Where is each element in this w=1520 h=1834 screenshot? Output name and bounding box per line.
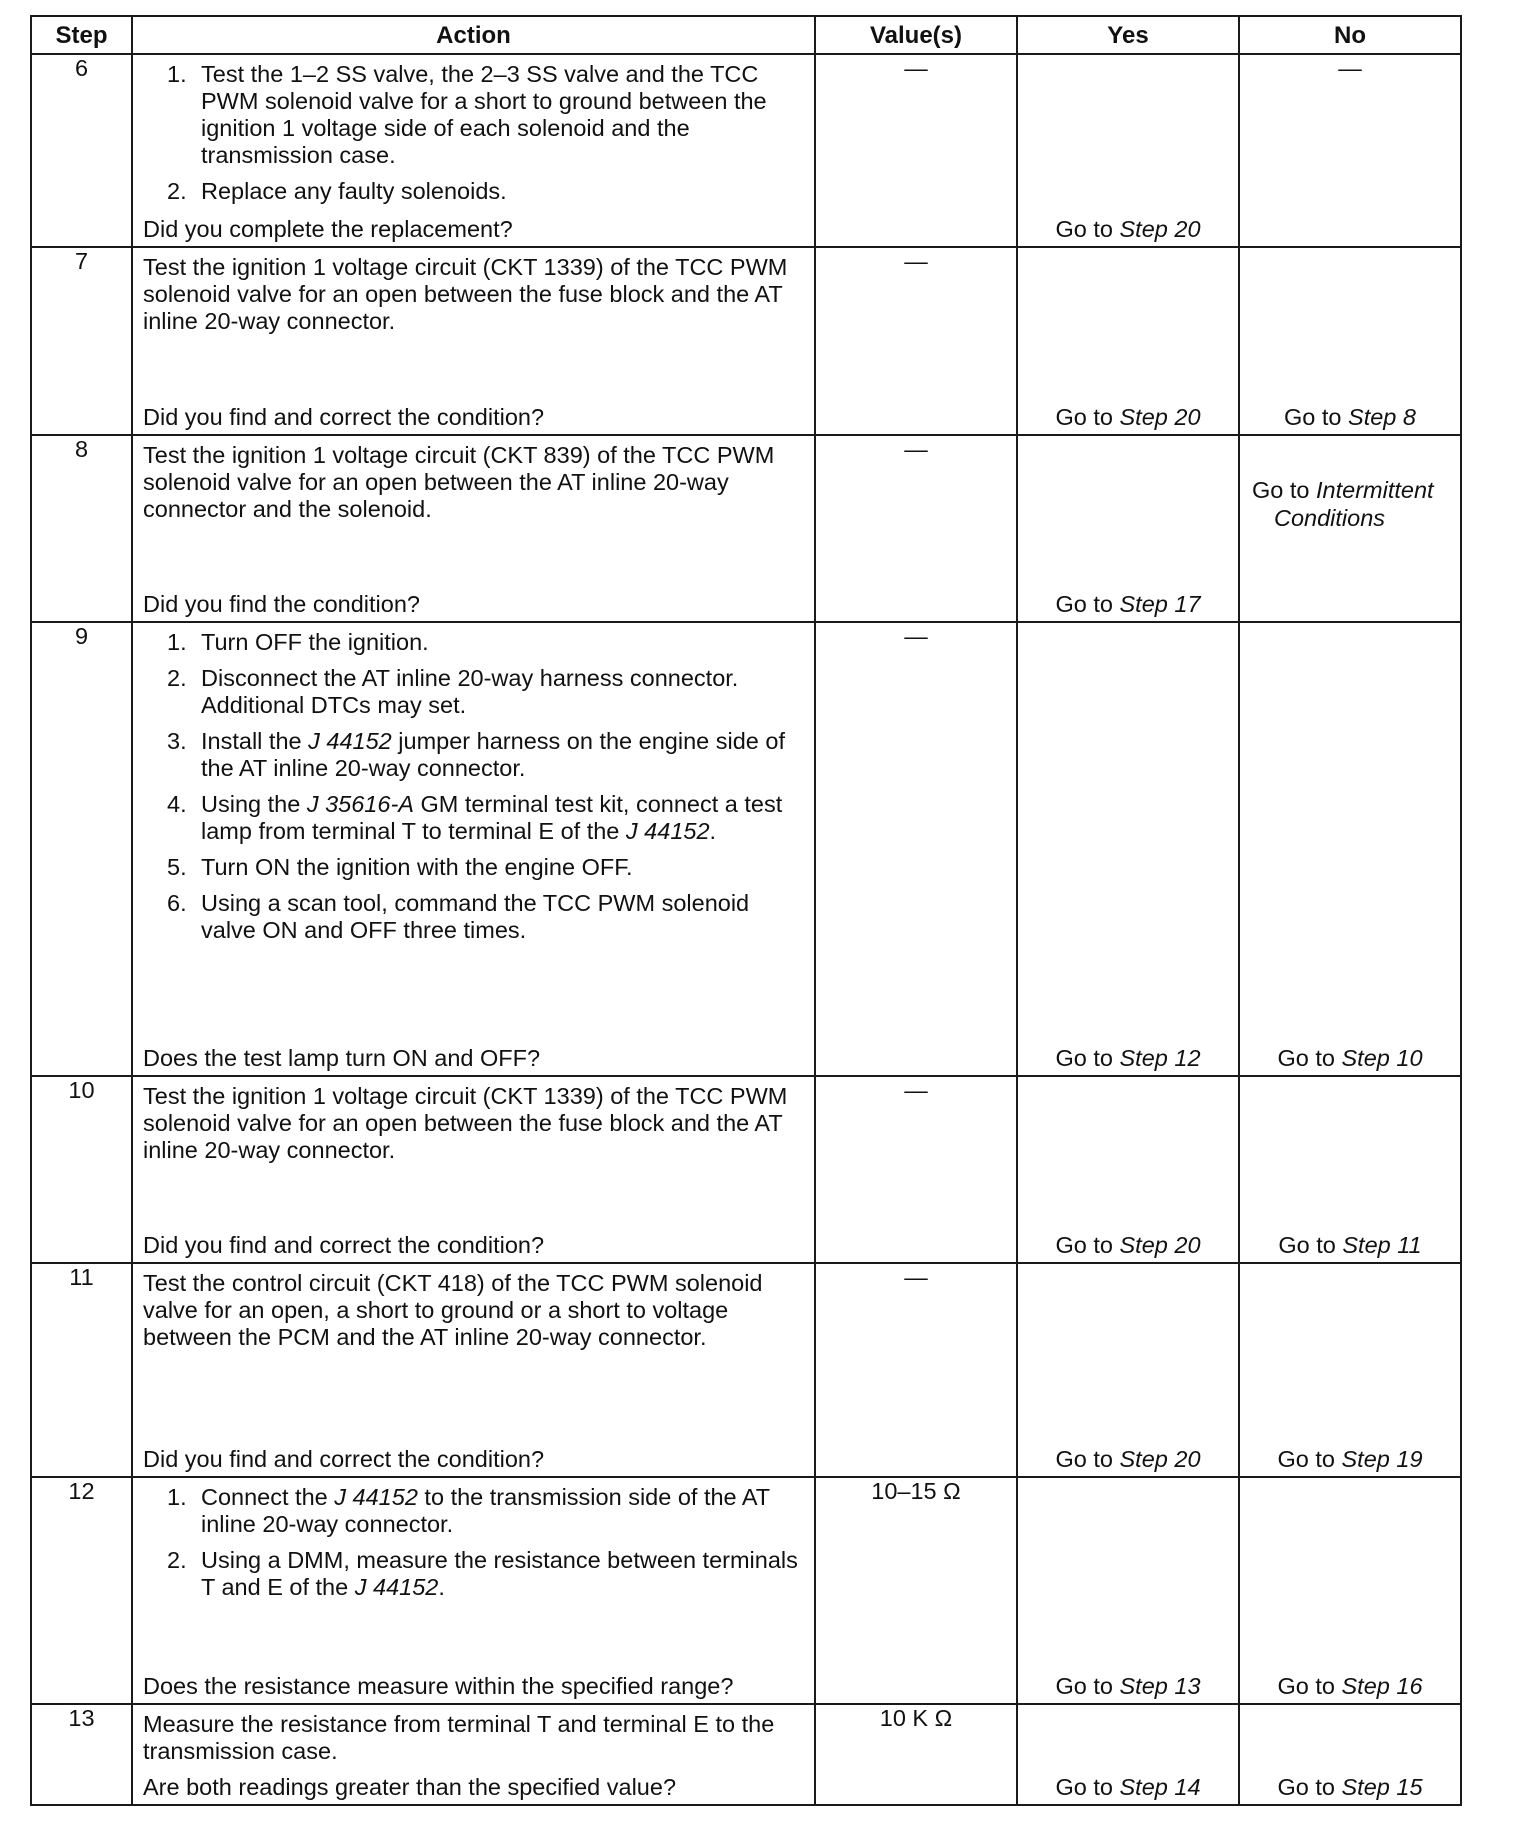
question-text: Did you find and correct the condition? bbox=[143, 404, 545, 430]
list-item: 4. Using the J 35616-A GM terminal test kit, connect a test lamp from terminal T to terminal E of the J 44152. bbox=[167, 791, 783, 844]
value-cell: — bbox=[815, 435, 1017, 622]
no-goto[interactable]: Go to Step 16 bbox=[1277, 1673, 1423, 1699]
question-text: Did you complete the replacement? bbox=[143, 216, 513, 242]
list-item: 2. Replace any faulty solenoids. bbox=[167, 178, 507, 204]
step-number: 13 bbox=[31, 1704, 132, 1805]
value-cell: 10 K Ω bbox=[815, 1704, 1017, 1805]
yes-cell bbox=[1017, 435, 1239, 622]
yes-goto[interactable]: Go to Step 20 bbox=[1055, 216, 1201, 242]
yes-goto[interactable]: Go to Step 20 bbox=[1055, 1232, 1201, 1258]
value-cell: — bbox=[815, 1076, 1017, 1263]
value-cell: — bbox=[815, 1263, 1017, 1477]
yes-goto[interactable]: Go to Step 20 bbox=[1055, 1446, 1201, 1472]
no-goto[interactable]: Go to Step 11 bbox=[1278, 1232, 1422, 1258]
yes-cell bbox=[1017, 1477, 1239, 1704]
action-cell bbox=[132, 622, 815, 1076]
no-goto[interactable]: Go to Step 10 bbox=[1277, 1045, 1423, 1071]
step-number: 10 bbox=[31, 1076, 132, 1263]
header-yes: Yes bbox=[1017, 16, 1239, 54]
action-cell bbox=[132, 247, 815, 435]
header-action: Action bbox=[132, 16, 815, 54]
action-cell bbox=[132, 435, 815, 622]
table-row-step-8 bbox=[31, 435, 1461, 622]
action-text: Test the ignition 1 voltage circuit (CKT 839) of the TCC PWM solenoid valve for an open between the AT inline 20-way connector and the solenoid. bbox=[143, 442, 775, 522]
step-number: 11 bbox=[31, 1263, 132, 1477]
table-header-row bbox=[31, 16, 1461, 54]
no-goto[interactable]: Go to Intermittent Conditions bbox=[1252, 477, 1434, 531]
action-cell bbox=[132, 54, 815, 247]
yes-goto[interactable]: Go to Step 14 bbox=[1055, 1774, 1201, 1800]
yes-cell bbox=[1017, 622, 1239, 1076]
header-values: Value(s) bbox=[815, 16, 1017, 54]
action-cell bbox=[132, 1263, 815, 1477]
action-text: Test the control circuit (CKT 418) of the TCC PWM solenoid valve for an open, a short to ground or a short to voltage between the PCM and the AT inline 20-way connector. bbox=[143, 1270, 763, 1350]
step-number: 6 bbox=[31, 54, 132, 247]
step-number: 8 bbox=[31, 435, 132, 622]
diagnostic-table-page bbox=[30, 15, 1462, 1806]
yes-goto[interactable]: Go to Step 13 bbox=[1055, 1673, 1201, 1699]
table-row-step-7 bbox=[31, 247, 1461, 435]
table-row-step-13 bbox=[31, 1704, 1461, 1805]
step-number: 7 bbox=[31, 247, 132, 435]
yes-goto[interactable]: Go to Step 20 bbox=[1055, 404, 1201, 430]
header-no: No bbox=[1239, 16, 1461, 54]
table-row-step-12 bbox=[31, 1477, 1461, 1704]
action-text: Test the ignition 1 voltage circuit (CKT 1339) of the TCC PWM solenoid valve for an open between the fuse block and the AT inline 20-way connector. bbox=[143, 1083, 788, 1163]
question-text: Did you find and correct the condition? bbox=[143, 1232, 545, 1258]
list-item: 3. Install the J 44152 jumper harness on the engine side of the AT inline 20-way connector. bbox=[167, 728, 785, 781]
action-cell bbox=[132, 1704, 815, 1805]
yes-goto[interactable]: Go to Step 12 bbox=[1055, 1045, 1201, 1071]
yes-goto[interactable]: Go to Step 17 bbox=[1055, 591, 1201, 617]
no-cell bbox=[1239, 435, 1461, 622]
question-text: Does the test lamp turn ON and OFF? bbox=[143, 1045, 541, 1071]
yes-cell bbox=[1017, 1704, 1239, 1805]
value-cell: — bbox=[815, 54, 1017, 247]
no-cell bbox=[1239, 1477, 1461, 1704]
list-item: 1. Connect the J 44152 to the transmission side of the AT inline 20-way connector. bbox=[167, 1484, 770, 1537]
action-text: Measure the resistance from terminal T and terminal E to the transmission case. bbox=[143, 1711, 775, 1764]
diagnostic-steps-table bbox=[30, 15, 1462, 1806]
list-item: 1. Test the 1–2 SS valve, the 2–3 SS valve and the TCC PWM solenoid valve for a short to ground between the ignition 1 voltage side of each solenoid and the transmission case. bbox=[167, 61, 767, 168]
no-goto[interactable]: Go to Step 8 bbox=[1284, 404, 1416, 430]
step-number: 12 bbox=[31, 1477, 132, 1704]
step-number: 9 bbox=[31, 622, 132, 1076]
question-text: Are both readings greater than the specified value? bbox=[143, 1774, 677, 1800]
yes-cell bbox=[1017, 1076, 1239, 1263]
list-item: 2. Using a DMM, measure the resistance between terminals T and E of the J 44152. bbox=[167, 1547, 798, 1600]
table-row-step-10 bbox=[31, 1076, 1461, 1263]
list-item: 6. Using a scan tool, command the TCC PWM solenoid valve ON and OFF three times. bbox=[167, 890, 750, 943]
list-item: 2. Disconnect the AT inline 20-way harness connector. Additional DTCs may set. bbox=[167, 665, 739, 718]
yes-cell bbox=[1017, 1263, 1239, 1477]
question-text: Did you find and correct the condition? bbox=[143, 1446, 545, 1472]
list-item: 5. Turn ON the ignition with the engine OFF. bbox=[167, 854, 633, 880]
table-row-step-11 bbox=[31, 1263, 1461, 1477]
question-text: Did you find the condition? bbox=[143, 591, 420, 617]
table-row-step-6 bbox=[31, 54, 1461, 247]
question-text: Does the resistance measure within the specified range? bbox=[143, 1673, 734, 1699]
action-cell bbox=[132, 1477, 815, 1704]
no-cell bbox=[1239, 247, 1461, 435]
value-cell: 10–15 Ω bbox=[815, 1477, 1017, 1704]
no-goto[interactable]: Go to Step 19 bbox=[1277, 1446, 1423, 1472]
no-goto[interactable]: Go to Step 15 bbox=[1277, 1774, 1423, 1800]
value-cell: — bbox=[815, 247, 1017, 435]
value-cell: — bbox=[815, 622, 1017, 1076]
table-row-step-9 bbox=[31, 622, 1461, 1076]
no-cell bbox=[1239, 1704, 1461, 1805]
no-cell bbox=[1239, 1263, 1461, 1477]
yes-cell bbox=[1017, 247, 1239, 435]
yes-cell bbox=[1017, 54, 1239, 247]
no-cell bbox=[1239, 1076, 1461, 1263]
no-cell bbox=[1239, 622, 1461, 1076]
no-cell: — bbox=[1239, 54, 1461, 247]
action-text: Test the ignition 1 voltage circuit (CKT 1339) of the TCC PWM solenoid valve for an open between the fuse block and the AT inline 20-way connector. bbox=[143, 254, 788, 334]
action-cell bbox=[132, 1076, 815, 1263]
header-step: Step bbox=[31, 16, 132, 54]
list-item: 1. Turn OFF the ignition. bbox=[167, 629, 429, 655]
